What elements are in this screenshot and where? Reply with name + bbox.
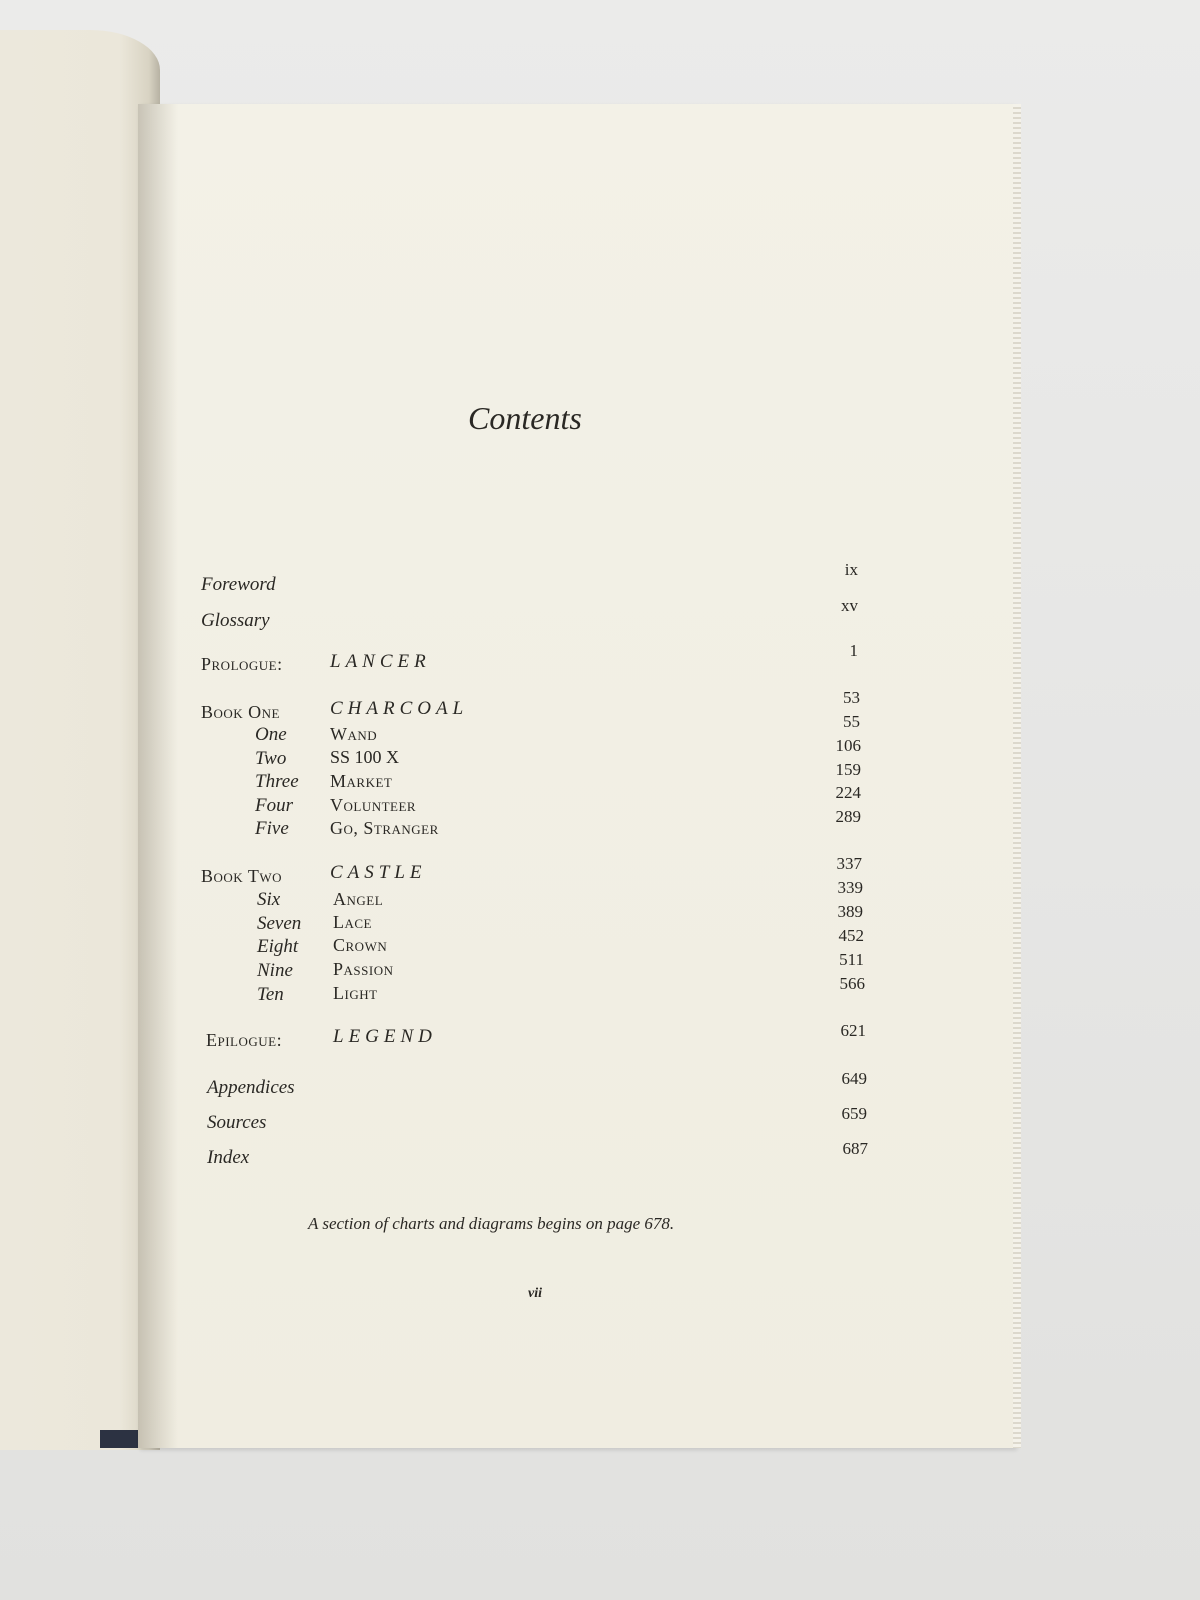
toc-book-two-title: CASTLE (330, 862, 427, 883)
toc-page-glossary: xv (841, 596, 858, 615)
toc-chapter-page: 339 (837, 878, 863, 897)
toc-chapter-number: Six (257, 889, 281, 910)
toc-chapter-title: Passion (333, 959, 394, 979)
toc-chapter-number: Seven (257, 913, 302, 934)
page-title: Contents (468, 400, 582, 436)
toc-chapter-number: Four (255, 795, 293, 816)
toc-chapter-number: Nine (257, 960, 293, 981)
gutter-shadow (138, 104, 178, 1448)
toc-book-one-title: CHARCOAL (330, 698, 469, 719)
toc-chapter-page: 55 (843, 712, 860, 731)
toc-entry-foreword: Foreword (201, 574, 276, 595)
contents-page (138, 104, 1015, 1448)
toc-page-book-one: 53 (843, 688, 860, 707)
toc-chapter-title: SS 100 X (330, 747, 400, 767)
toc-chapter-number: One (255, 724, 287, 745)
toc-chapter-page: 511 (839, 950, 864, 969)
charts-note: A section of charts and diagrams begins on page 678. (308, 1214, 675, 1233)
toc-chapter-number: Two (255, 748, 287, 769)
toc-chapter-page: 106 (835, 736, 861, 755)
toc-chapter-title: Wand (330, 724, 378, 744)
toc-epilogue-label: Epilogue: (206, 1030, 283, 1050)
toc-chapter-title: Angel (333, 889, 384, 909)
toc-chapter-title: Crown (333, 935, 388, 955)
toc-page-book-two: 337 (836, 854, 862, 873)
toc-chapter-title: Volunteer (330, 795, 417, 815)
toc-chapter-title: Go, Stranger (330, 818, 439, 838)
toc-epilogue-title: LEGEND (333, 1026, 437, 1047)
toc-chapter-page: 566 (839, 974, 865, 993)
toc-chapter-number: Ten (257, 984, 284, 1005)
page-folio: vii (528, 1286, 542, 1301)
toc-entry-glossary: Glossary (201, 610, 270, 631)
toc-chapter-number: Eight (257, 936, 299, 957)
toc-entry-appendices: Appendices (207, 1077, 295, 1098)
toc-book-two-label: Book Two (201, 866, 282, 886)
toc-chapter-page: 159 (835, 760, 861, 779)
toc-chapter-number: Three (255, 771, 299, 792)
toc-page-prologue: 1 (849, 641, 858, 660)
toc-entry-sources: Sources (207, 1112, 267, 1133)
toc-chapter-page: 289 (835, 807, 861, 826)
toc-chapter-title: Light (333, 983, 378, 1003)
toc-chapter-number: Five (255, 818, 289, 839)
toc-entry-index: Index (207, 1147, 250, 1168)
toc-page-appendices: 649 (841, 1069, 867, 1088)
toc-book-one-label: Book One (201, 702, 280, 722)
toc-chapter-page: 224 (835, 783, 861, 802)
toc-page-foreword: ix (844, 560, 858, 579)
page-edge (1013, 104, 1021, 1448)
toc-prologue-label: Prologue: (201, 654, 283, 674)
toc-page-sources: 659 (841, 1104, 867, 1123)
toc-page-epilogue: 621 (840, 1021, 866, 1040)
toc-chapter-page: 389 (837, 902, 863, 921)
toc-chapter-title: Lace (333, 912, 372, 932)
toc-page-index: 687 (842, 1139, 868, 1158)
toc-prologue-title: LANCER (330, 651, 431, 672)
toc-chapter-page: 452 (838, 926, 864, 945)
toc-chapter-title: Market (330, 771, 393, 791)
left-page (0, 30, 160, 1450)
